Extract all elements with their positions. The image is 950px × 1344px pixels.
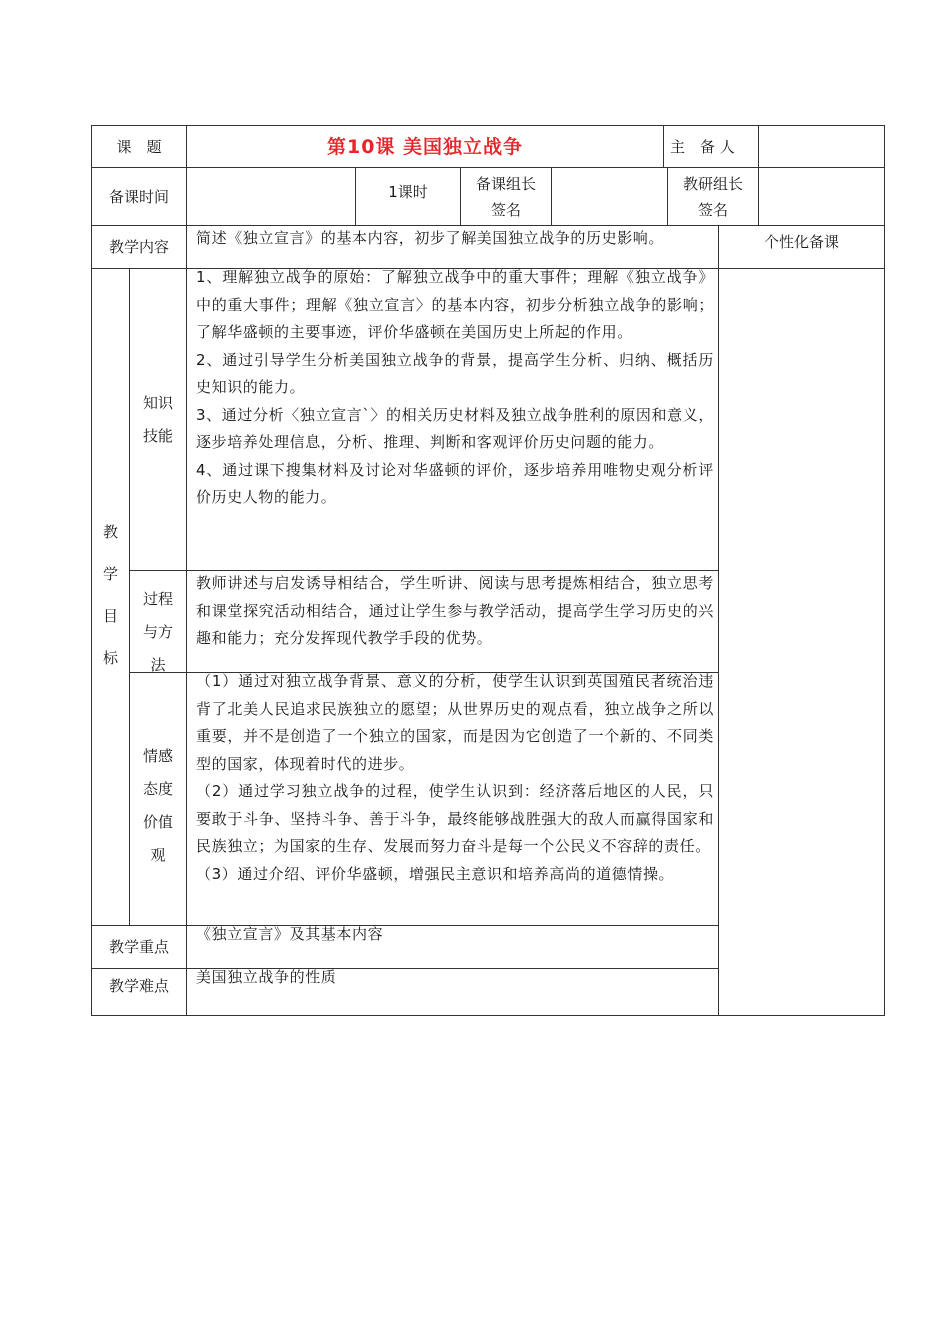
emotion-label-line: 情感 [142,747,173,765]
process-method-text: 教师讲述与启发诱导相结合，学生听讲、阅读与思考提炼相结合，独立思考和课堂探究活动相结合，通过让学生参与教学活动，提高学生学习历史的兴趣和能力；充分发挥现代教学手段的优势。 [196,574,714,647]
process-label-line: 法 [150,655,166,674]
research-leader-label [668,168,758,225]
emotion-values-label [130,738,186,874]
knowledge-item: 1、理解独立战争的原始：了解独立战争中的重大事件；理解《独立战争》中的重大事件；理解《独立宣言〉的基本内容，初步分析独立战争的影响；了解华盛顿的主要事迹，评价华盛顿在美国历史上所起的作用。 [196,268,714,341]
objectives-label-char: 教 [102,523,118,541]
preparer-label: 主 备 人 [670,137,735,156]
topic-label: 课 题 [116,137,162,156]
teaching-content-label: 教学内容 [108,238,169,256]
process-label-line: 与方 [142,622,173,641]
knowledge-skills-label [130,269,186,570]
emotion-values-text [196,668,714,924]
personalized-prep-area[interactable] [719,269,884,1015]
knowledge-item: 2、通过引导学生分析美国独立战争的背景，提高学生分析、归纳、概括历史知识的能力。 [196,350,714,396]
process-label-line: 过程 [142,589,173,608]
emotion-label-line: 观 [150,846,166,864]
objectives-label-char: 目 [102,607,118,625]
group-leader-label [461,168,551,225]
objectives-label-char: 标 [102,649,118,667]
lesson-title: 第10课 美国独立战争 [326,135,524,158]
preparer-value[interactable] [759,126,884,167]
knowledge-skills-text [196,264,714,570]
objectives-label-char: 学 [102,565,118,583]
prep-time-label: 备课时间 [108,187,169,206]
class-hours: 1课时 [388,183,428,201]
prep-time-value[interactable] [187,168,355,225]
emotion-label-line: 价值 [142,813,173,831]
emotion-label-line: 态度 [142,780,173,798]
knowledge-item: 4、通过课下搜集材料及讨论对华盛顿的评价，逐步培养用唯物史观分析评价历史人物的能力。 [196,460,714,506]
teaching-content-text: 简述《独立宣言》的基本内容，初步了解美国独立战争的历史影响。 [196,229,665,247]
group-leader-label-line1: 备课组长 [475,174,536,193]
research-leader-signature[interactable] [759,168,884,225]
difficulty-label: 教学难点 [108,977,169,995]
research-leader-label-line1: 教研组长 [682,174,743,193]
knowledge-item: 3、通过分析〈独立宣言`〉的相关历史材料及独立战争胜利的原因和意义，逐步培养处理信息，分析、推理、判断和客观评价历史问题的能力。 [196,405,714,451]
key-point-label: 教学重点 [108,938,169,956]
personalized-prep-label: 个性化备课 [763,233,839,251]
difficulty-text: 美国独立战争的性质 [196,968,337,986]
key-point-text: 《独立宣言》及其基本内容 [196,925,384,943]
objectives-label [92,510,129,680]
knowledge-label-line: 技能 [142,426,173,445]
emotion-item: （1）通过对独立战争背景、意义的分析，使学生认识到英国殖民者统治违背了北美人民追求民族独立的愿望；从世界历史的观点看，独立战争之所以重要，并不是创造了一个独立的国家，而是因为它创造了一个新的、不同类型的国家，体现着时代的进步。 [196,672,714,773]
research-leader-label-line2: 签名 [697,200,728,219]
emotion-item: （2）通过学习独立战争的过程，使学生认识到：经济落后地区的人民，只要敢于斗争、坚持斗争、善于斗争，最终能够战胜强大的敌人而赢得国家和民族独立；为国家的生存、发展而努力奋斗是每一个公民义不容辞的责任。 [196,782,714,855]
emotion-item: （3）通过介绍、评价华盛顿，增强民主意识和培养高尚的道德情操。 [196,864,675,883]
process-method-label [130,582,186,682]
knowledge-label-line: 知识 [142,393,173,412]
group-leader-signature[interactable] [552,168,667,225]
group-leader-label-line2: 签名 [490,200,521,219]
